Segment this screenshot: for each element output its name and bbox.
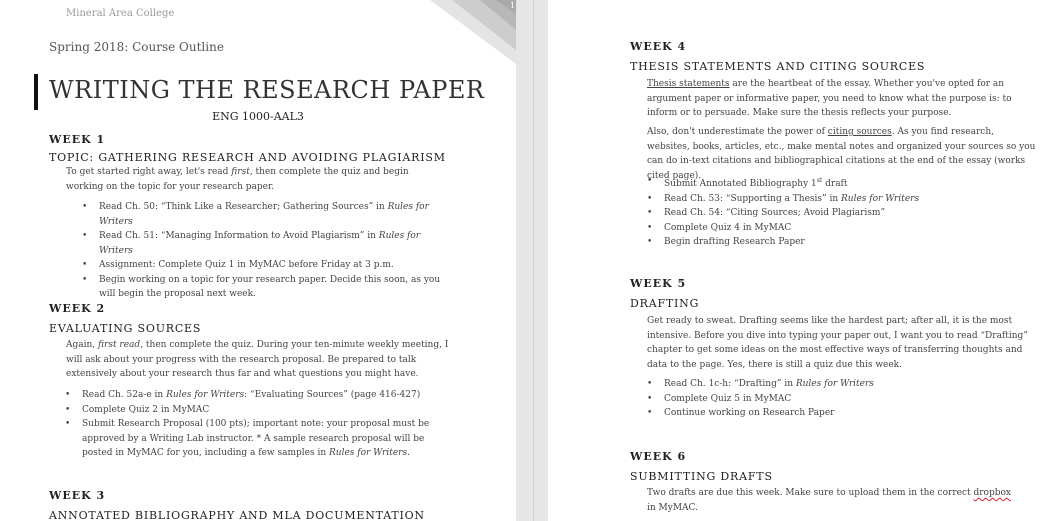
week1-bullet-list [99,200,444,302]
week6-heading: WEEK 6 [630,450,687,463]
week5-paragraph: Get ready to sweat. Drafting seems like the hardest part; after all, it is the most intensive. Before you dive into typing your paper out, I want you to read “Drafting” chapter to get some ideas on the most effective ways of transferring thoughts and data to the page. Yes, there is still a quiz due this week. [647,316,1028,370]
header-college-name: Mineral Area College [66,8,175,19]
document-page-1 [0,0,516,521]
week1-bullet-item-3: • Assignment: Complete Quiz 1 in MyMAC before Friday at 3 p.m. [99,258,444,273]
thesis-statements-link[interactable]: Thesis statements [647,79,730,89]
week3-topic: ANNOTATED BIBLIOGRAPHY AND MLA DOCUMENTATION [49,509,425,521]
week1-paragraph: To get started right away, let's read first, then complete the quiz and begin working on the topic for your research paper. [66,167,409,192]
week6-topic: SUBMITTING DRAFTS [630,470,773,483]
week1-bullet-list [99,200,444,302]
week4-para-2: Also, don't underestimate the power of citing sources. As you find research, websites, books, articles, etc., make mental notes and organized your sources so you can do in-text citations and bibliographical citations at the end of the essay (works cited page). [647,127,1036,181]
term-line: Spring 2018: Course Outline [49,40,224,54]
week5-intro [647,314,1035,372]
document-page-2 [548,0,1050,521]
week5-bullet-item-3: • Continue working on Research Paper [664,406,1034,421]
spellcheck-flagged-word[interactable]: dropbox [973,488,1011,498]
week6-intro: Two drafts are due this week. Make sure to upload them in the correct dropbox in MyMAC. [647,488,1011,513]
week2-paragraph: Again, first read, then complete the quiz. During your ten-minute weekly meeting, I will ask about your progress with the research proposal. Be prepared to talk extensively about your research thus far and what questions you might have. [66,340,449,379]
week4-bullet-item-3: • Read Ch. 54: “Citing Sources; Avoid Plagiarism” [664,206,1034,221]
week2-bullet-list [82,388,446,461]
week4-bullet-item-4: • Complete Quiz 4 in MyMAC [664,221,1034,236]
week1-bullet-item-2: • Read Ch. 51: “Managing Information to Avoid Plagiarism” in Rules for Writers [99,229,444,258]
citing-sources-link[interactable]: citing sources [827,127,892,137]
week2-intro [66,338,452,382]
week3-heading: WEEK 3 [49,489,106,502]
week1-heading: WEEK 1 [49,133,106,146]
week2-topic: EVALUATING SOURCES [49,322,202,335]
week5-bullet-list [664,377,1034,421]
week1-bullet-item-1: • Read Ch. 50: “Think Like a Researcher; Gathering Sources” in Rules for Writers [99,200,444,229]
week4-topic: THESIS STATEMENTS AND CITING SOURCES [630,60,926,73]
week2-bullet-item-1: • Read Ch. 52a-e in Rules for Writers: “Evaluating Sources” (page 416-427) [82,388,446,403]
week4-bullet-item-5: • Begin drafting Research Paper [664,235,1034,250]
document-title: WRITING THE RESEARCH PAPER [49,76,485,104]
title-accent-bar [34,74,38,110]
week2-bullet-item-3: • Submit Research Proposal (100 pts); important note: your proposal must be approved by a Writing Lab instructor. * A sample research proposal will be posted in MyMAC for you, including a few samples in Rules for Writers. [82,417,446,461]
week4-bullet-list [664,174,1034,250]
page-divider [533,0,534,521]
week1-intro [66,165,446,194]
week4-bullet-item-2: • Read Ch. 53: “Supporting a Thesis” in Rules for Writers [664,192,1034,207]
week2-bullet-item-2: • Complete Quiz 2 in MyMAC [82,403,446,418]
course-code: ENG 1000-AAL3 [212,110,304,123]
week1-bullet-item-4: • Begin working on a topic for your research paper. Decide this soon, as you will begin the proposal next week. [99,273,444,302]
week5-heading: WEEK 5 [630,277,687,290]
week4-bullet-item-1: • Submit Annotated Bibliography 1st draft [664,174,1034,192]
week5-bullet-item-1: • Read Ch. 1c-h: “Drafting” in Rules for Writers [664,377,1034,392]
corner-decoration [430,0,516,64]
week2-bullet-list [82,388,446,461]
page-number: 1 [510,1,516,10]
week4-heading: WEEK 4 [630,40,687,53]
week5-topic: DRAFTING [630,297,700,310]
week1-topic: TOPIC: GATHERING RESEARCH AND AVOIDING PLAGIARISM [49,151,446,164]
week4-bullet-list [664,174,1034,250]
week4-para-1: Thesis statements are the heartbeat of the essay. Whether you've opted for an argument paper or informative paper, you need to know what the purpose is: to inform or to persuade. Make sure the thesis reflects your purpose. [647,79,1012,118]
week5-bullet-list [664,377,1034,421]
week2-heading: WEEK 2 [49,302,106,315]
week5-bullet-item-2: • Complete Quiz 5 in MyMAC [664,392,1034,407]
